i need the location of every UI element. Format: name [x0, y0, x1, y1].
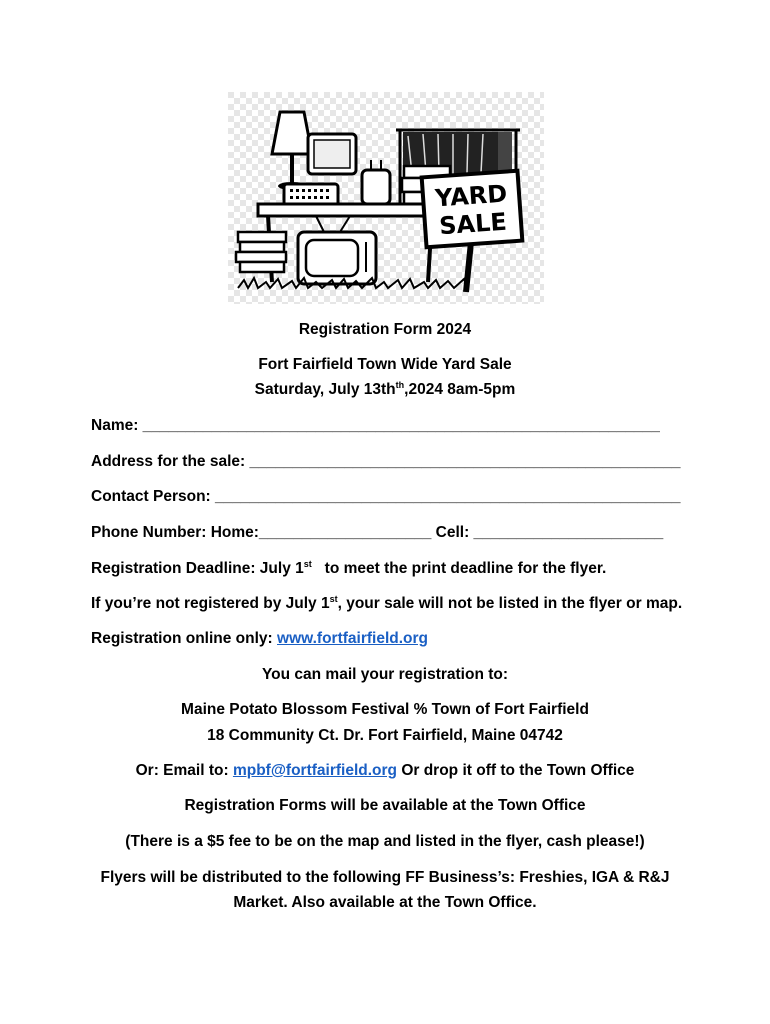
online-label: Registration online only:: [91, 630, 278, 647]
sign-text-sale: SALE: [438, 207, 508, 241]
email-note: Or drop it off to the Town Office: [397, 762, 635, 779]
monitor-icon: [308, 134, 356, 174]
email-label: Or: Email to:: [135, 762, 233, 779]
event-date-text: Saturday, July 13th: [254, 381, 396, 398]
warning-text: If you’re not registered by July 1: [91, 595, 330, 612]
fee-note: (There is a $5 fee to be on the map and listed in the flyer, cash please!): [125, 833, 645, 850]
deadline-suffix: st: [303, 559, 312, 569]
registration-deadline: [91, 559, 606, 579]
yard-sale-clipart: [228, 92, 544, 304]
event-date-suffix: th: [395, 380, 405, 390]
sign-text-yard: YARD: [434, 179, 509, 213]
books-icon: [236, 232, 286, 272]
mail-address-line2: 18 Community Ct. Dr. Fort Fairfield, Maine 04742: [207, 727, 563, 744]
flyer-distribution-line2: Market. Also available at the Town Office.: [233, 894, 537, 911]
registration-warning: [91, 594, 682, 614]
website-link[interactable]: www.fortfairfield.org: [277, 630, 428, 647]
deadline-text: Registration Deadline: July 1: [91, 560, 304, 577]
name-field[interactable]: Name: ____________________________________________________________: [91, 417, 660, 434]
email-line: [0, 761, 770, 781]
mail-intro: You can mail your registration to:: [261, 666, 509, 683]
mail-address-line1: Maine Potato Blossom Festival % Town of Fort Fairfield: [181, 701, 589, 718]
warning-note: , your sale will not be listed in the flyer or map.: [337, 595, 683, 612]
phone-home-field[interactable]: Phone Number: Home:____________________: [91, 524, 432, 541]
phone-cell-field[interactable]: Cell: ______________________: [431, 524, 664, 541]
event-name: Fort Fairfield Town Wide Yard Sale: [258, 356, 512, 373]
flyer-distribution-line1: Flyers will be distributed to the following FF Business’s: Freshies, IGA & R&J: [100, 869, 670, 886]
forms-availability: Registration Forms will be available at the Town Office: [184, 797, 586, 814]
contact-person-field[interactable]: Contact Person: ______________________________________________________: [91, 488, 681, 505]
event-date: [0, 380, 770, 400]
event-date-time: ,2024 8am-5pm: [404, 381, 516, 398]
form-title: Registration Form 2024: [298, 321, 472, 338]
phone-number-row: [91, 523, 663, 543]
email-link[interactable]: mpbf@fortfairfield.org: [232, 762, 398, 779]
deadline-note: to meet the print deadline for the flyer.: [311, 560, 607, 577]
address-field[interactable]: Address for the sale: __________________________________________________: [91, 453, 681, 470]
online-registration: [91, 629, 428, 649]
warning-suffix: st: [329, 594, 338, 604]
